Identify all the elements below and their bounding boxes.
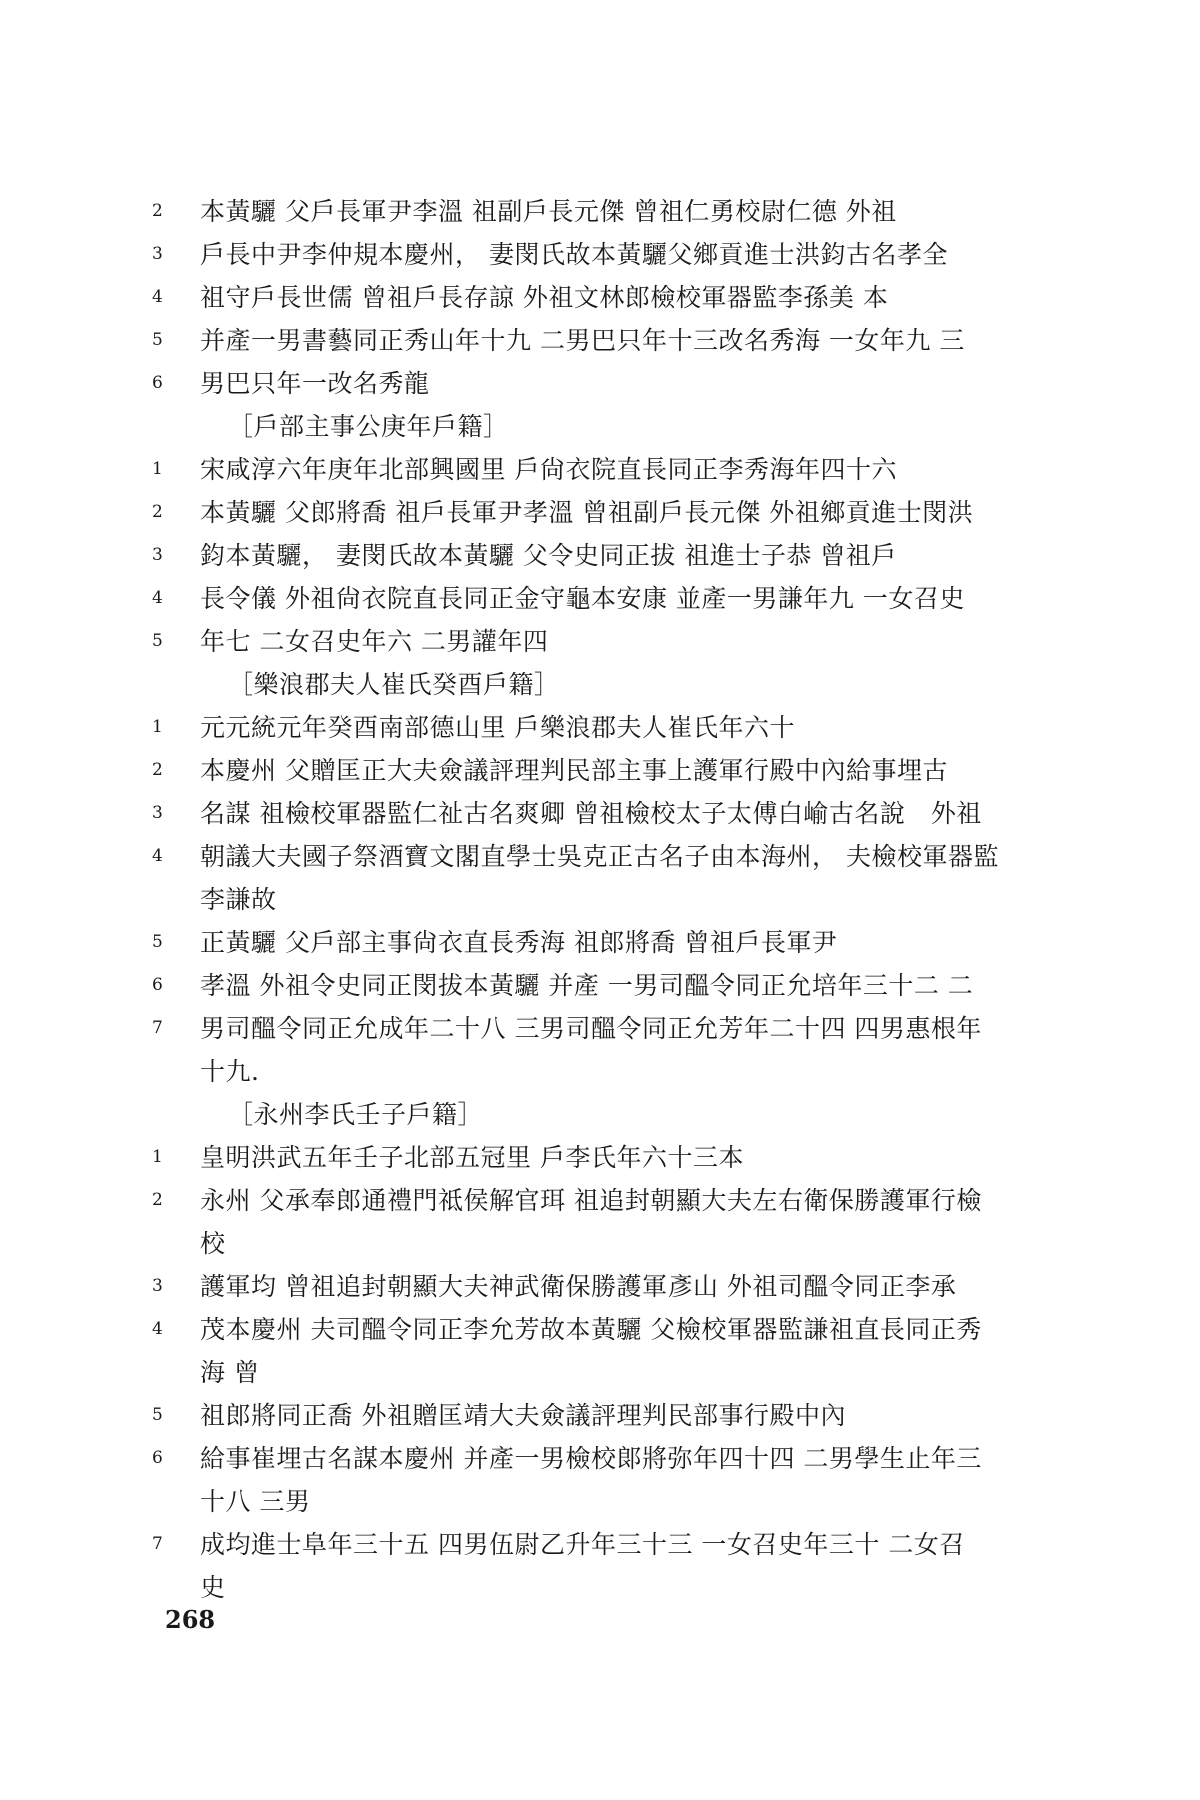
text-line	[150, 921, 1070, 964]
text-line	[150, 577, 1070, 620]
line-text: 戶長中尹李仲規本慶州， 妻閔氏故本黃驪父鄉貢進士洪鈞古名孝全	[200, 240, 948, 269]
text-line	[150, 1351, 1070, 1394]
text-line	[150, 835, 1070, 878]
line-text: 孝溫 外祖令史同正閔拔本黃驪 并產 一男司醞令同正允培年三十二 二	[200, 971, 974, 1000]
line-text: 校	[200, 1229, 226, 1258]
line-number: 6	[152, 373, 163, 393]
text-line	[150, 1394, 1070, 1437]
text-line	[150, 706, 1070, 749]
text-line	[150, 1265, 1070, 1308]
line-text: 鈞本黃驪， 妻閔氏故本黃驪 父令史同正拔 祖進士子恭 曾祖戶	[200, 541, 897, 570]
line-number: 5	[152, 932, 163, 952]
line-text: 正黃驪 父戶部主事尙衣直長秀海 祖郎將喬 曾祖戶長軍尹	[200, 928, 838, 957]
line-text: 并產一男書藝同正秀山年十九 二男巴只年十三改名秀海 一女年九 三	[200, 326, 965, 355]
text-line	[150, 792, 1070, 835]
text-line	[150, 491, 1070, 534]
text-line	[150, 1523, 1070, 1566]
line-text: 茂本慶州 夫司醞令同正李允芳故本黃驪 父檢校軍器監謙祖直長同正秀	[200, 1315, 982, 1344]
line-text: 本慶州 父贈匡正大夫僉議評理判民部主事上護軍行殿中內給事埋古	[200, 756, 948, 785]
line-text: 史	[200, 1573, 226, 1602]
line-text: 給事崔埋古名謀本慶州 并產一男檢校郞將弥年四十四 二男學生止年三	[200, 1444, 982, 1473]
line-number: 2	[152, 502, 163, 522]
text-line	[150, 1480, 1070, 1523]
line-number: 3	[152, 1276, 163, 1296]
line-text: 朝議大夫國子祭酒寶文閣直學士吳克正古名子由本海州， 夫檢校軍器監	[200, 842, 999, 871]
text-line	[150, 1566, 1070, 1609]
line-number: 4	[152, 287, 163, 307]
line-text: 李謙故	[200, 885, 277, 914]
line-text: 名謀 祖檢校軍器監仁祉古名爽卿 曾祖檢校太子太傅白崳古名說 外祖	[200, 799, 982, 828]
line-number: 2	[152, 201, 163, 221]
text-line	[150, 362, 1070, 405]
line-text: 祖守戶長世儒 曾祖戶長存諒 外祖文林郎檢校軍器監李孫美 本	[200, 283, 889, 312]
line-number: 5	[152, 631, 163, 651]
line-number: 2	[152, 1190, 163, 1210]
text-line	[150, 233, 1070, 276]
text-line	[150, 1007, 1070, 1050]
line-text: 十八 三男	[200, 1487, 311, 1516]
line-number: 3	[152, 244, 163, 264]
register-text	[150, 190, 1070, 1609]
line-text: 海 曾	[200, 1358, 260, 1387]
line-text: 十九.	[200, 1057, 260, 1086]
line-text: 元元統元年癸酉南部德山里 戶樂浪郡夫人崔氏年六十	[200, 713, 795, 742]
text-line	[150, 319, 1070, 362]
line-text: 年七 二女召史年六 二男讙年四	[200, 627, 549, 656]
line-text: 本黃驪 父郎將喬 祖戶長軍尹孝溫 曾祖副戶長元傑 外祖鄉貢進士閔洪	[200, 498, 974, 527]
line-number: 1	[152, 717, 163, 737]
text-line	[150, 1308, 1070, 1351]
line-text: 永州 父承奉郎通禮門祗侯解官珥 祖追封朝顯大夫左右衛保勝護軍行檢	[200, 1186, 982, 1215]
line-text: 祖郎將同正喬 外祖贈匡靖大夫僉議評理判民部事行殿中內	[200, 1401, 846, 1430]
text-line	[150, 1179, 1070, 1222]
line-text: 長令儀 外祖尙衣院直長同正金守龜本安康 並產一男謙年九 一女召史	[200, 584, 965, 613]
text-line	[150, 1437, 1070, 1480]
section-heading-text: ［樂浪郡夫人崔氏癸酉戶籍］	[228, 670, 560, 699]
page-number: 268	[165, 1605, 216, 1634]
text-line	[150, 1136, 1070, 1179]
text-line	[150, 878, 1070, 921]
section-heading	[150, 663, 1070, 706]
line-text: 宋咸淳六年庚年北部興國里 戶尙衣院直長同正李秀海年四十六	[200, 455, 897, 484]
line-text: 護軍均 曾祖追封朝顯大夫神武衛保勝護軍彥山 外祖司醞令同正李承	[200, 1272, 957, 1301]
line-text: 男巴只年一改名秀龍	[200, 369, 430, 398]
line-number: 7	[152, 1534, 163, 1554]
section-heading	[150, 405, 1070, 448]
line-number: 5	[152, 1405, 163, 1425]
section-heading-text: ［永州李氏壬子戶籍］	[228, 1100, 484, 1129]
text-line	[150, 448, 1070, 491]
text-line	[150, 964, 1070, 1007]
line-number: 5	[152, 330, 163, 350]
text-line	[150, 276, 1070, 319]
line-text: 成均進士阜年三十五 四男伍尉乙升年三十三 一女召史年三十 二女召	[200, 1530, 965, 1559]
line-number: 3	[152, 803, 163, 823]
line-number: 7	[152, 1018, 163, 1038]
text-line	[150, 190, 1070, 233]
text-line	[150, 1050, 1070, 1093]
text-line	[150, 534, 1070, 577]
line-number: 4	[152, 588, 163, 608]
line-number: 6	[152, 975, 163, 995]
line-number: 4	[152, 846, 163, 866]
text-line	[150, 1222, 1070, 1265]
line-text: 男司醞令同正允成年二十八 三男司醞令同正允芳年二十四 四男惠根年	[200, 1014, 982, 1043]
line-number: 1	[152, 459, 163, 479]
text-line	[150, 749, 1070, 792]
line-number: 2	[152, 760, 163, 780]
text-line	[150, 620, 1070, 663]
line-number: 1	[152, 1147, 163, 1167]
line-number: 6	[152, 1448, 163, 1468]
section-heading-text: ［戶部主事公庚年戶籍］	[228, 412, 509, 441]
section-heading	[150, 1093, 1070, 1136]
line-number: 4	[152, 1319, 163, 1339]
line-text: 本黃驪 父戶長軍尹李溫 祖副戶長元傑 曾祖仁勇校尉仁德 外祖	[200, 197, 897, 226]
line-number: 3	[152, 545, 163, 565]
line-text: 皇明洪武五年壬子北部五冠里 戶李氏年六十三本	[200, 1143, 744, 1172]
